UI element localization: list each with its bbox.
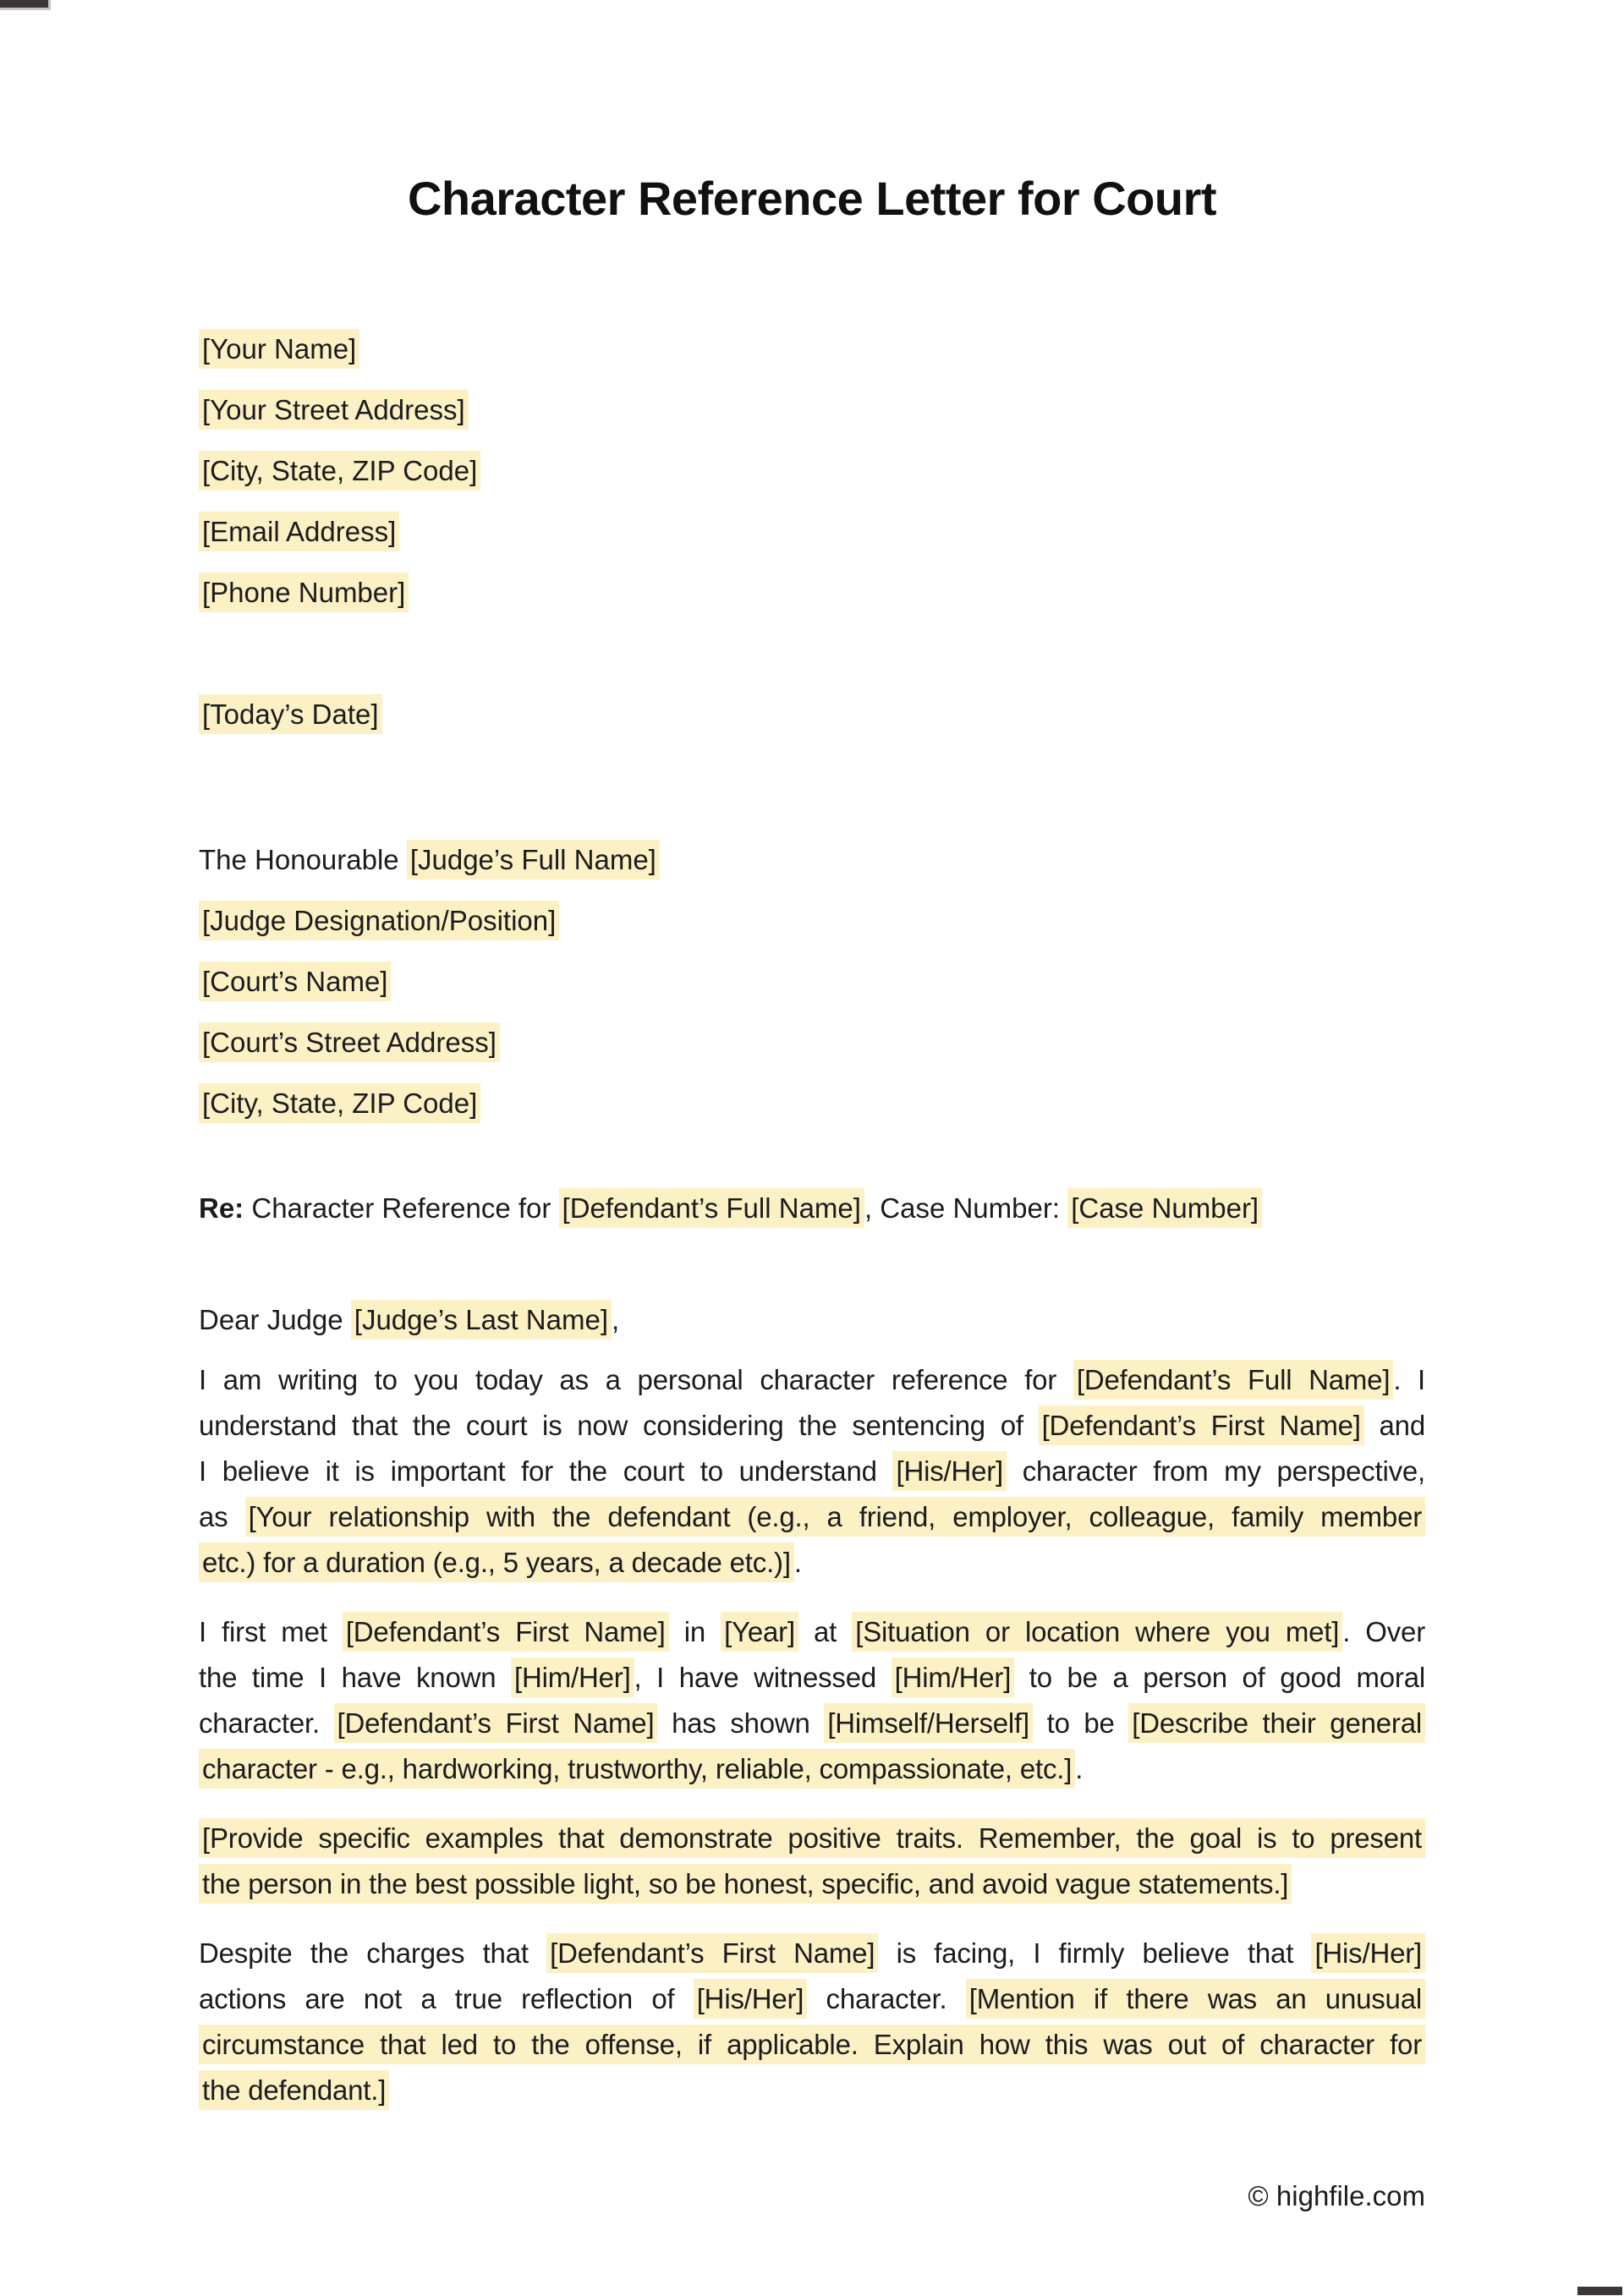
placeholder-highlight: [Defendant’s First Name] (343, 1612, 669, 1652)
placeholder-highlight: [Judge’s Last Name] (351, 1300, 612, 1340)
paragraph-line (199, 1746, 1425, 1792)
paragraph-line (199, 1357, 1425, 1403)
letter-content (0, 169, 1624, 2219)
text-segment: I first met (199, 1616, 343, 1647)
text-segment: to be a person of good moral (1014, 1662, 1426, 1693)
text-segment: I am writing to you today as a personal character reference for (199, 1364, 1073, 1395)
placeholder-highlight: [Today’s Date] (199, 694, 382, 734)
text-segment: is facing, I firmly believe that (878, 1937, 1312, 1969)
placeholder-highlight: [Court’s Name] (199, 962, 391, 1001)
text-segment: actions are not a true reflection of (199, 1983, 694, 2014)
text-segment: understand that the court is now considering the sentencing of (199, 1410, 1039, 1441)
placeholder-highlight: [Year] (721, 1612, 798, 1652)
placeholder-highlight: [Defendant’s Full Name] (559, 1188, 864, 1228)
text-segment: The Honourable (199, 844, 407, 875)
text-segment: , (612, 1304, 620, 1335)
paragraph-line (199, 1976, 1425, 2022)
placeholder-highlight: the defendant.] (199, 2070, 389, 2110)
body-paragraph (199, 1609, 1425, 1792)
text-segment: . I (1393, 1364, 1426, 1395)
text-segment: Character Reference for (244, 1192, 559, 1224)
salutation-line (199, 1296, 1425, 1343)
paragraph-line (199, 1861, 1425, 1907)
sender-address-line (199, 326, 1425, 372)
text-segment: , I have witnessed (634, 1662, 892, 1693)
sender-address-line (199, 386, 1425, 433)
body-paragraph (199, 1816, 1425, 1907)
recipient-address-block (199, 752, 1425, 1126)
placeholder-highlight: [Your Name] (199, 329, 359, 369)
placeholder-highlight: [Your relationship with the defendant (e.g., a friend, employer, colleague, family member (245, 1497, 1425, 1537)
placeholder-highlight: [Case Number] (1067, 1188, 1262, 1228)
letter-body (199, 1357, 1425, 2113)
body-paragraph (199, 1931, 1425, 2113)
placeholder-highlight: [His/Her] (1311, 1933, 1425, 1973)
placeholder-highlight: character - e.g., hardworking, trustworthy, reliable, compassionate, etc.] (199, 1749, 1075, 1789)
paragraph-line (199, 1931, 1425, 1976)
recipient-address-line (199, 897, 1425, 944)
date-block (199, 630, 1425, 737)
paragraph-line (199, 2022, 1425, 2068)
placeholder-highlight: [Defendant’s First Name] (334, 1703, 658, 1743)
recipient-address-line (199, 1019, 1425, 1066)
placeholder-highlight: [Judge’s Full Name] (407, 840, 660, 879)
text-segment: character. (807, 1983, 966, 2014)
paragraph-line (199, 1449, 1425, 1494)
body-paragraph (199, 1357, 1425, 1586)
placeholder-highlight: [Court’s Street Address] (199, 1022, 500, 1062)
placeholder-highlight: [His/Her] (892, 1451, 1007, 1491)
placeholder-highlight: [Judge Designation/Position] (199, 901, 559, 940)
text-segment: I believe it is important for the court to understand (199, 1455, 893, 1487)
placeholder-highlight: [Defendant’s First Name] (546, 1933, 878, 1973)
text-segment: the time I have known (199, 1662, 511, 1693)
text-segment: Dear Judge (199, 1304, 351, 1335)
letter-title: Character Reference Letter for Court (407, 172, 1217, 225)
salutation-block (199, 1246, 1425, 1343)
text-segment: Re: (199, 1192, 244, 1224)
placeholder-highlight: circumstance that led to the offense, if applicable. Explain how this was out of character for (199, 2025, 1425, 2064)
placeholder-highlight: [City, State, ZIP Code] (199, 1083, 480, 1123)
scan-artifact-bottom-right (1577, 2287, 1622, 2295)
text-segment: in (668, 1616, 721, 1647)
text-segment: at (798, 1616, 853, 1647)
placeholder-highlight: [Describe their general (1128, 1703, 1425, 1743)
text-segment: has shown (657, 1707, 825, 1739)
placeholder-highlight: the person in the best possible light, so be honest, specific, and avoid vague statements.] (199, 1864, 1292, 1904)
placeholder-highlight: [Email Address] (199, 512, 399, 551)
text-segment: and (1363, 1410, 1425, 1441)
paragraph-line (199, 1816, 1425, 1861)
date-line (199, 691, 1425, 737)
paragraph-line (199, 2068, 1425, 2113)
placeholder-highlight: [Provide specific examples that demonstrate positive traits. Remember, the goal is to present (199, 1818, 1425, 1858)
placeholder-highlight: [His/Her] (694, 1979, 808, 2019)
recipient-address-line (199, 958, 1425, 1005)
recipient-address-line (199, 836, 1425, 883)
sender-address-block (199, 228, 1425, 616)
paragraph-line (199, 1609, 1425, 1655)
text-segment: as (199, 1501, 245, 1532)
placeholder-highlight: [Mention if there was an unusual (966, 1979, 1425, 2019)
text-segment: Despite the charges that (199, 1937, 547, 1969)
sender-address-line (199, 508, 1425, 555)
paragraph-line (199, 1655, 1425, 1701)
text-segment: , Case Number: (864, 1192, 1068, 1224)
placeholder-highlight: [Defendant’s Full Name] (1073, 1360, 1393, 1400)
placeholder-highlight: [Phone Number] (199, 573, 409, 612)
paragraph-line (199, 1701, 1425, 1746)
placeholder-highlight: etc.) for a duration (e.g., 5 years, a decade etc.)] (199, 1543, 794, 1582)
subject-line-block (199, 1141, 1425, 1231)
text-segment: . (793, 1547, 802, 1578)
scan-artifact-top-left (0, 0, 51, 10)
text-segment: character. (199, 1707, 334, 1739)
placeholder-highlight: [Defendant’s First Name] (1039, 1406, 1364, 1445)
footer-credit: © highfile.com (1248, 2180, 1425, 2211)
text-segment: to be (1032, 1707, 1129, 1739)
placeholder-highlight: [Your Street Address] (199, 390, 469, 430)
paragraph-line (199, 1494, 1425, 1540)
placeholder-highlight: [Him/Her] (892, 1658, 1015, 1697)
paragraph-line (199, 1403, 1425, 1449)
sender-address-line (199, 569, 1425, 616)
text-segment: . (1075, 1753, 1084, 1784)
placeholder-highlight: [Him/Her] (511, 1658, 634, 1697)
text-segment: character from my perspective, (1007, 1455, 1425, 1487)
recipient-address-line (199, 1080, 1425, 1126)
sender-address-line (199, 447, 1425, 494)
subject-line (199, 1185, 1425, 1231)
placeholder-highlight: [City, State, ZIP Code] (199, 451, 480, 490)
text-segment: . Over (1342, 1616, 1425, 1647)
placeholder-highlight: [Situation or location where you met] (852, 1612, 1342, 1652)
paragraph-line (199, 1540, 1425, 1586)
placeholder-highlight: [Himself/Herself] (824, 1703, 1033, 1743)
